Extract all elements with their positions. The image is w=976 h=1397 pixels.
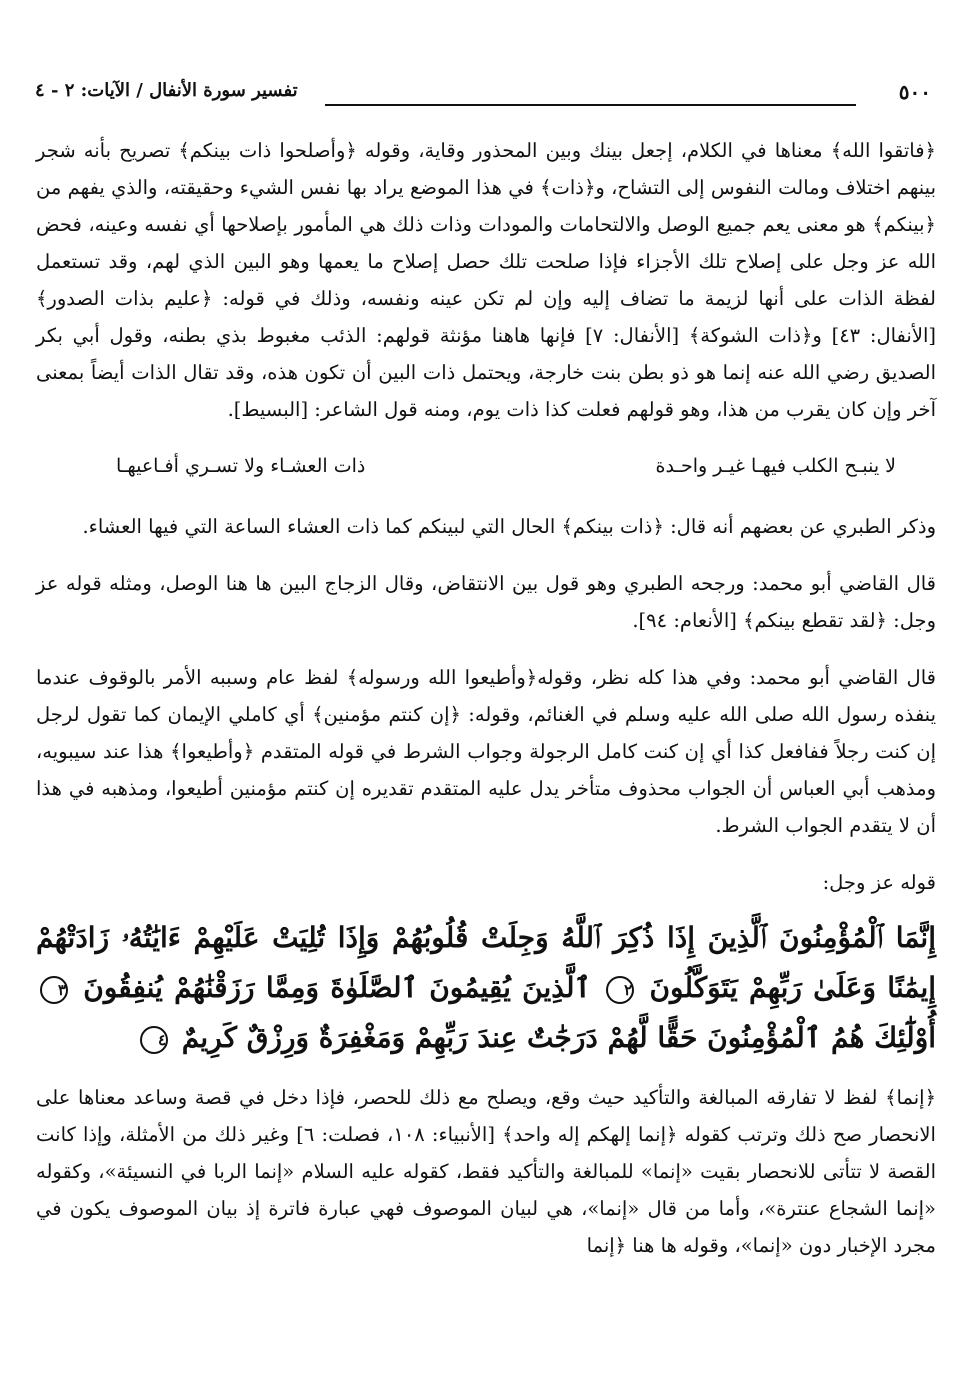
verse-first-hemistich: لا ينبـح الكلب فيهـا غيـر واحـدة (655, 455, 896, 477)
paragraph-qadi-2: قال القاضي أبو محمد: وفي هذا كله نظر، وقوله﴿وأطيعوا الله ورسوله﴾ لفظ عام وسببه الأمر بالوقوف عندما ينفذه رسول الله صلى الله عليه وسلم في الغنائم، وقوله: ﴿إن كنتم مؤمنين﴾ أي كاملي الإيمان كما تقول لرجل إن كنت رجلاً ففافعل كذا أي إن كنت كامل الرجولة وجواب الشرط في قوله المتقدم ﴿وأطيعوا﴾ هذا عند سيبويه، ومذهب أبي العباس أن الجواب محذوف متأخر يدل عليه المتقدم تقديره إن كنتم مؤمنين أطيعوا، ومذهبه في هذا أن لا يتقدم الجواب الشرط. (36, 666, 936, 837)
page-header (35, 80, 931, 114)
page-body (36, 132, 936, 1284)
paragraph-innama: ﴿إنما﴾ لفظ لا تفارقه المبالغة والتأكيد حيث وقع، ويصلح مع ذلك للحصر، فإذا دخل في قصة وساعد معناها على الانحصار صح ذلك وترتب كقوله ﴿إنما إلهكم إله واحد﴾ [الأنبياء: ١٠٨، فصلت: ٦] وغير ذلك من الأمثلة، وإذا كانت القصة لا تتأتى للانحصار بقيت «إنما» للمبالغة والتأكيد فقط، كقوله عليه السلام «إنما الربا في النسيئة»، وكقوله «إنما الشجاع عنترة»، وأما من قال «إنما»، هي لبيان الموصوف فهي عبارة فاترة إذ بيان الموصوف يكون في مجرد الإخبار دون «إنما»، وقوله ها هنا ﴿إنما (36, 1086, 936, 1257)
verse-second-hemistich: ذات العشـاء ولا تسـري أفـاعيهـا (116, 455, 366, 477)
ayah-marker-2: ٢ (606, 976, 634, 1004)
quran-ayah-2: إِنَّمَا ٱلْمُؤْمِنُونَ ٱلَّذِينَ إِذَا ذُكِرَ ٱللَّهُ وَجِلَتْ قُلُوبُهُمْ وَإِذَا تُلِيَتْ عَلَيْهِمْ ءَايَٰتُهُۥ زَادَتْهُمْ إِيمَٰنًا وَعَلَىٰ رَبِّهِمْ يَتَوَكَّلُونَ (36, 921, 937, 1004)
page-number: ٥٠٠ (898, 80, 931, 104)
paragraph-dhat-meaning: ﴿فاتقوا الله﴾ معناها في الكلام، إجعل بينك وبين المحذور وقاية، وقوله ﴿وأصلحوا ذات بينكم﴾ تصريح بأنه شجر بينهم اختلاف ومالت النفوس إلى التشاح، و﴿ذات﴾ في هذا الموضع يراد بها نفس الشيء وحقيقته، والذي يفهم من ﴿بينكم﴾ هو معنى يعم جميع الوصل والالتحامات والمودات وذات ذلك هي المأمور بإصلاحها أي نفسه وعينه، فحض الله عز وجل على إصلاح تلك الأجزاء فإذا صلحت تلك حصل إصلاح ما يعمها وهو البين الذي لهم، وقد تستعمل لفظة الذات على أنها لزيمة ما تضاف إليه وإن لم تكن عينه ونفسه، وذلك في قوله: ﴿عليم بذات الصدور﴾ [الأنفال: ٤٣] و﴿ذات الشوكة﴾ [الأنفال: ٧] فإنها هاهنا مؤنثة قولهم: الذئب مغبوط بذي بطنه، وقول أبي بكر الصديق رضي الله عنه إنما هو ذو بطن بنت خارجة، ويحتمل ذات البين أن تكون هذه، وقد تقال الذات أيضاً بمعنى آخر وإن كان يقرب من هذا، وهو قولهم فعلت كذا ذات يوم، ومنه قول الشاعر: [البسيط]. (36, 139, 936, 421)
quran-passage (36, 913, 936, 1063)
poetry-verse (36, 448, 936, 484)
header-rule (325, 104, 856, 106)
ayah-marker-4: ٤ (140, 1026, 168, 1054)
paragraph-intro-verse: قوله عز وجل: (822, 871, 936, 894)
quran-ayah-4: أُوْلَٰٓئِكَ هُمُ ٱلْمُؤْمِنُونَ حَقًّا لَّهُمْ دَرَجَٰتٌ عِندَ رَبِّهِمْ وَمَغْفِرَةٌ وَرِزْقٌ كَرِيمٌ (181, 1021, 936, 1054)
running-title: تفسير سورة الأنفال / الآيات: ٢ - ٤ (35, 80, 298, 101)
ayah-marker-3: ٣ (40, 976, 68, 1004)
paragraph-qadi-1: قال القاضي أبو محمد: ورجحه الطبري وهو قول بين الانتقاض، وقال الزجاج البين ها هنا الوصل، ومثله قوله عز وجل: ﴿لقد تقطع بينكم﴾ [الأنعام: ٩٤]. (36, 572, 936, 632)
paragraph-tabari: وذكر الطبري عن بعضهم أنه قال: ﴿ذات بينكم﴾ الحال التي لبينكم كما ذات العشاء الساعة التي فيها العشاء. (82, 515, 936, 538)
quran-ayah-3: ٱلَّذِينَ يُقِيمُونَ ٱلصَّلَوٰةَ وَمِمَّا رَزَقْنَٰهُمْ يُنفِقُونَ (83, 971, 591, 1004)
